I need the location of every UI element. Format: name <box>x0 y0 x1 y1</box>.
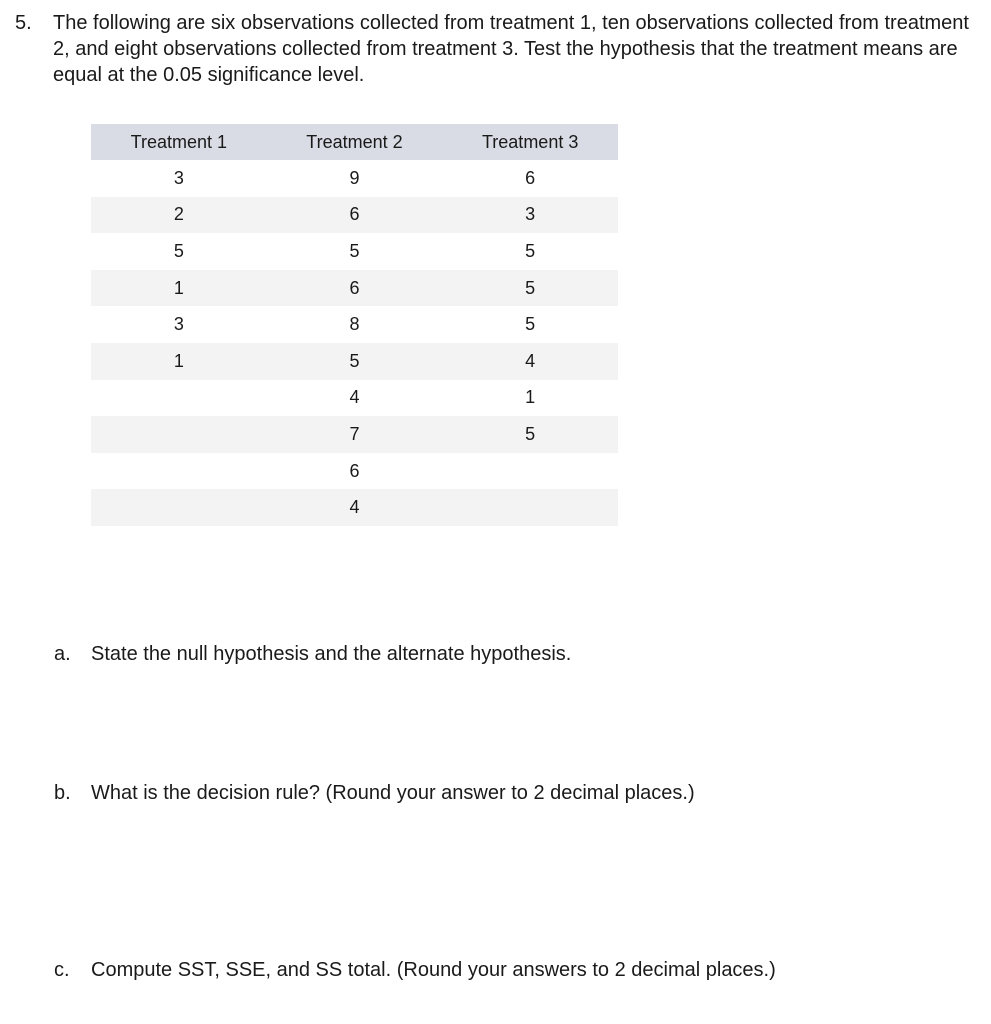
table-cell: 9 <box>349 167 360 188</box>
header-treatment-3: Treatment 3 <box>442 124 618 160</box>
table-header-row <box>91 124 618 160</box>
table-row <box>91 160 618 197</box>
table-cell: 4 <box>349 387 360 408</box>
part-a-text: State the null hypothesis and the alternate hypothesis. <box>91 643 572 665</box>
table-cell: 6 <box>349 460 360 481</box>
table-cell: 4 <box>442 343 618 380</box>
part-c-text: Compute SST, SSE, and SS total. (Round your answers to 2 decimal places.) <box>91 959 776 981</box>
table-row <box>91 380 618 417</box>
table-cell: 6 <box>267 270 443 307</box>
table-row <box>91 270 618 307</box>
part-b-text: What is the decision rule? (Round your answer to 2 decimal places.) <box>91 782 695 804</box>
table-cell: 3 <box>173 314 184 335</box>
table-cell <box>91 416 267 453</box>
table-cell: 5 <box>442 416 618 453</box>
table-cell: 1 <box>91 270 267 307</box>
table-cell: 6 <box>525 167 536 188</box>
table-cell <box>442 453 618 490</box>
table-row <box>91 197 618 234</box>
part-a-letter: a. <box>54 643 71 665</box>
question-number: 5. <box>15 12 32 34</box>
table-cell <box>442 489 618 526</box>
table-cell: 1 <box>91 343 267 380</box>
table-cell <box>91 453 267 490</box>
part-b-letter: b. <box>54 782 71 804</box>
table-row <box>91 306 618 343</box>
table-cell: 5 <box>349 240 360 261</box>
table-cell: 3 <box>442 197 618 234</box>
table-row <box>91 416 618 453</box>
table-cell: 8 <box>349 314 360 335</box>
question-text: The following are six observations collected from treatment 1, ten observations collected from treatment 2, and eight observations collected from treatment 3. Test the hypothesis that the treatment means are equal at the 0.05 significance level. <box>53 12 969 86</box>
table-row <box>91 489 618 526</box>
table-cell: 5 <box>442 270 618 307</box>
table-row <box>91 343 618 380</box>
table-cell: 6 <box>267 197 443 234</box>
part-c-letter: c. <box>54 959 70 981</box>
table-row <box>91 233 618 270</box>
table-cell: 7 <box>267 416 443 453</box>
header-treatment-1: Treatment 1 <box>91 124 267 160</box>
table-cell: 5 <box>173 240 184 261</box>
table-cell: 3 <box>173 167 184 188</box>
table-cell: 1 <box>525 387 536 408</box>
observations-table <box>91 124 618 526</box>
table-cell: 2 <box>91 197 267 234</box>
table-cell <box>91 489 267 526</box>
table-cell: 5 <box>267 343 443 380</box>
header-treatment-2: Treatment 2 <box>267 124 443 160</box>
table-row <box>91 453 618 490</box>
table-cell: 5 <box>525 314 536 335</box>
table-cell <box>91 380 267 417</box>
table-cell: 4 <box>267 489 443 526</box>
table-cell: 5 <box>525 240 536 261</box>
